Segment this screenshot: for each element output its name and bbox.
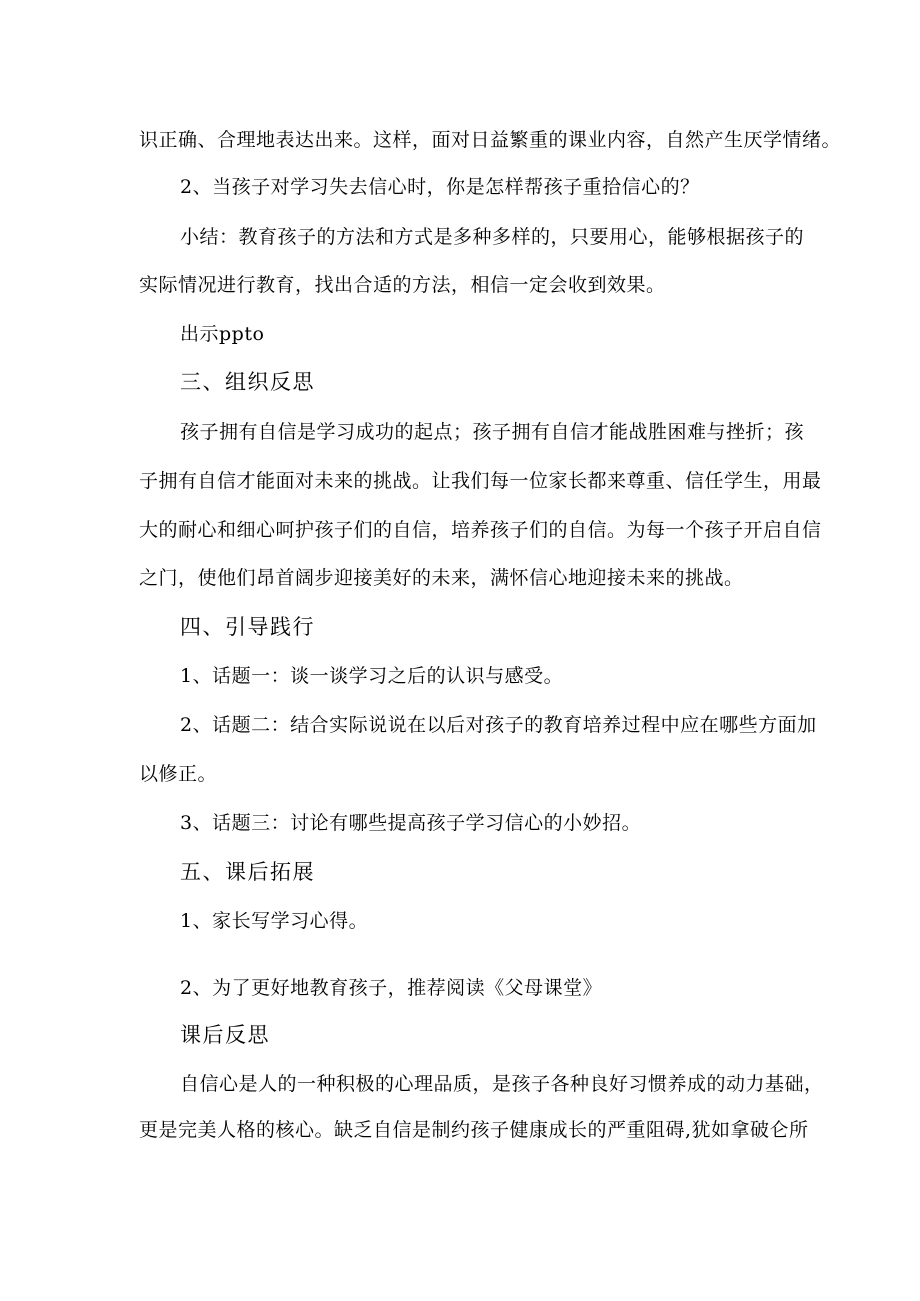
topic-item-continued: 以修正。	[139, 763, 218, 785]
summary-line: 实际情况进行教育，找出合适的方法，相信一定会收到效果。	[139, 274, 666, 296]
paragraph-line: 自信心是人的一种积极的心理品质，是孩子各种良好习惯养成的动力基础，	[180, 1073, 824, 1095]
extension-item: 2、为了更好地教育孩子，推荐阅读《父母课堂》	[180, 977, 603, 999]
ppt-note: 出示ppto	[180, 323, 265, 345]
section-heading: 三、组织反思	[180, 370, 315, 394]
section-heading: 课后反思	[180, 1023, 270, 1047]
section-heading: 五、课后拓展	[180, 860, 315, 884]
paragraph-line: 之门，使他们昂首阔步迎接美好的未来，满怀信心地迎接未来的挑战。	[139, 567, 744, 589]
extension-item: 1、家长写学习心得。	[180, 910, 369, 932]
paragraph-line: 孩子拥有自信是学习成功的起点；孩子拥有自信才能战胜困难与挫折；孩	[180, 421, 805, 443]
paragraph-line: 大的耐心和细心呵护孩子们的自信，培养孩子们的自信。为每一个孩子开启自信	[139, 519, 822, 541]
question-item: 2、当孩子对学习失去信心时，你是怎样帮孩子重拾信心的？	[180, 176, 700, 198]
paragraph-line: 子拥有自信才能面对未来的挑战。让我们每一位家长都来尊重、信任学生，用最	[139, 470, 822, 492]
paragraph-line: 识正确、合理地表达出来。这样，面对日益繁重的课业内容，自然产生厌学情绪。	[139, 129, 842, 151]
section-heading: 四、引导践行	[180, 615, 315, 639]
topic-item: 3、话题三：讨论有哪些提高孩子学习信心的小妙招。	[180, 812, 642, 834]
topic-item: 1、话题一：谈一谈学习之后的认识与感受。	[180, 665, 564, 687]
summary-line: 小结：教育孩子的方法和方式是多种多样的，只要用心，能够根据孩子的	[180, 226, 805, 248]
paragraph-line: 更是完美人格的核心。缺乏自信是制约孩子健康成长的严重阻碍,犹如拿破仑所	[139, 1119, 809, 1141]
topic-item: 2、话题二：结合实际说说在以后对孩子的教育培养过程中应在哪些方面加	[180, 714, 817, 736]
